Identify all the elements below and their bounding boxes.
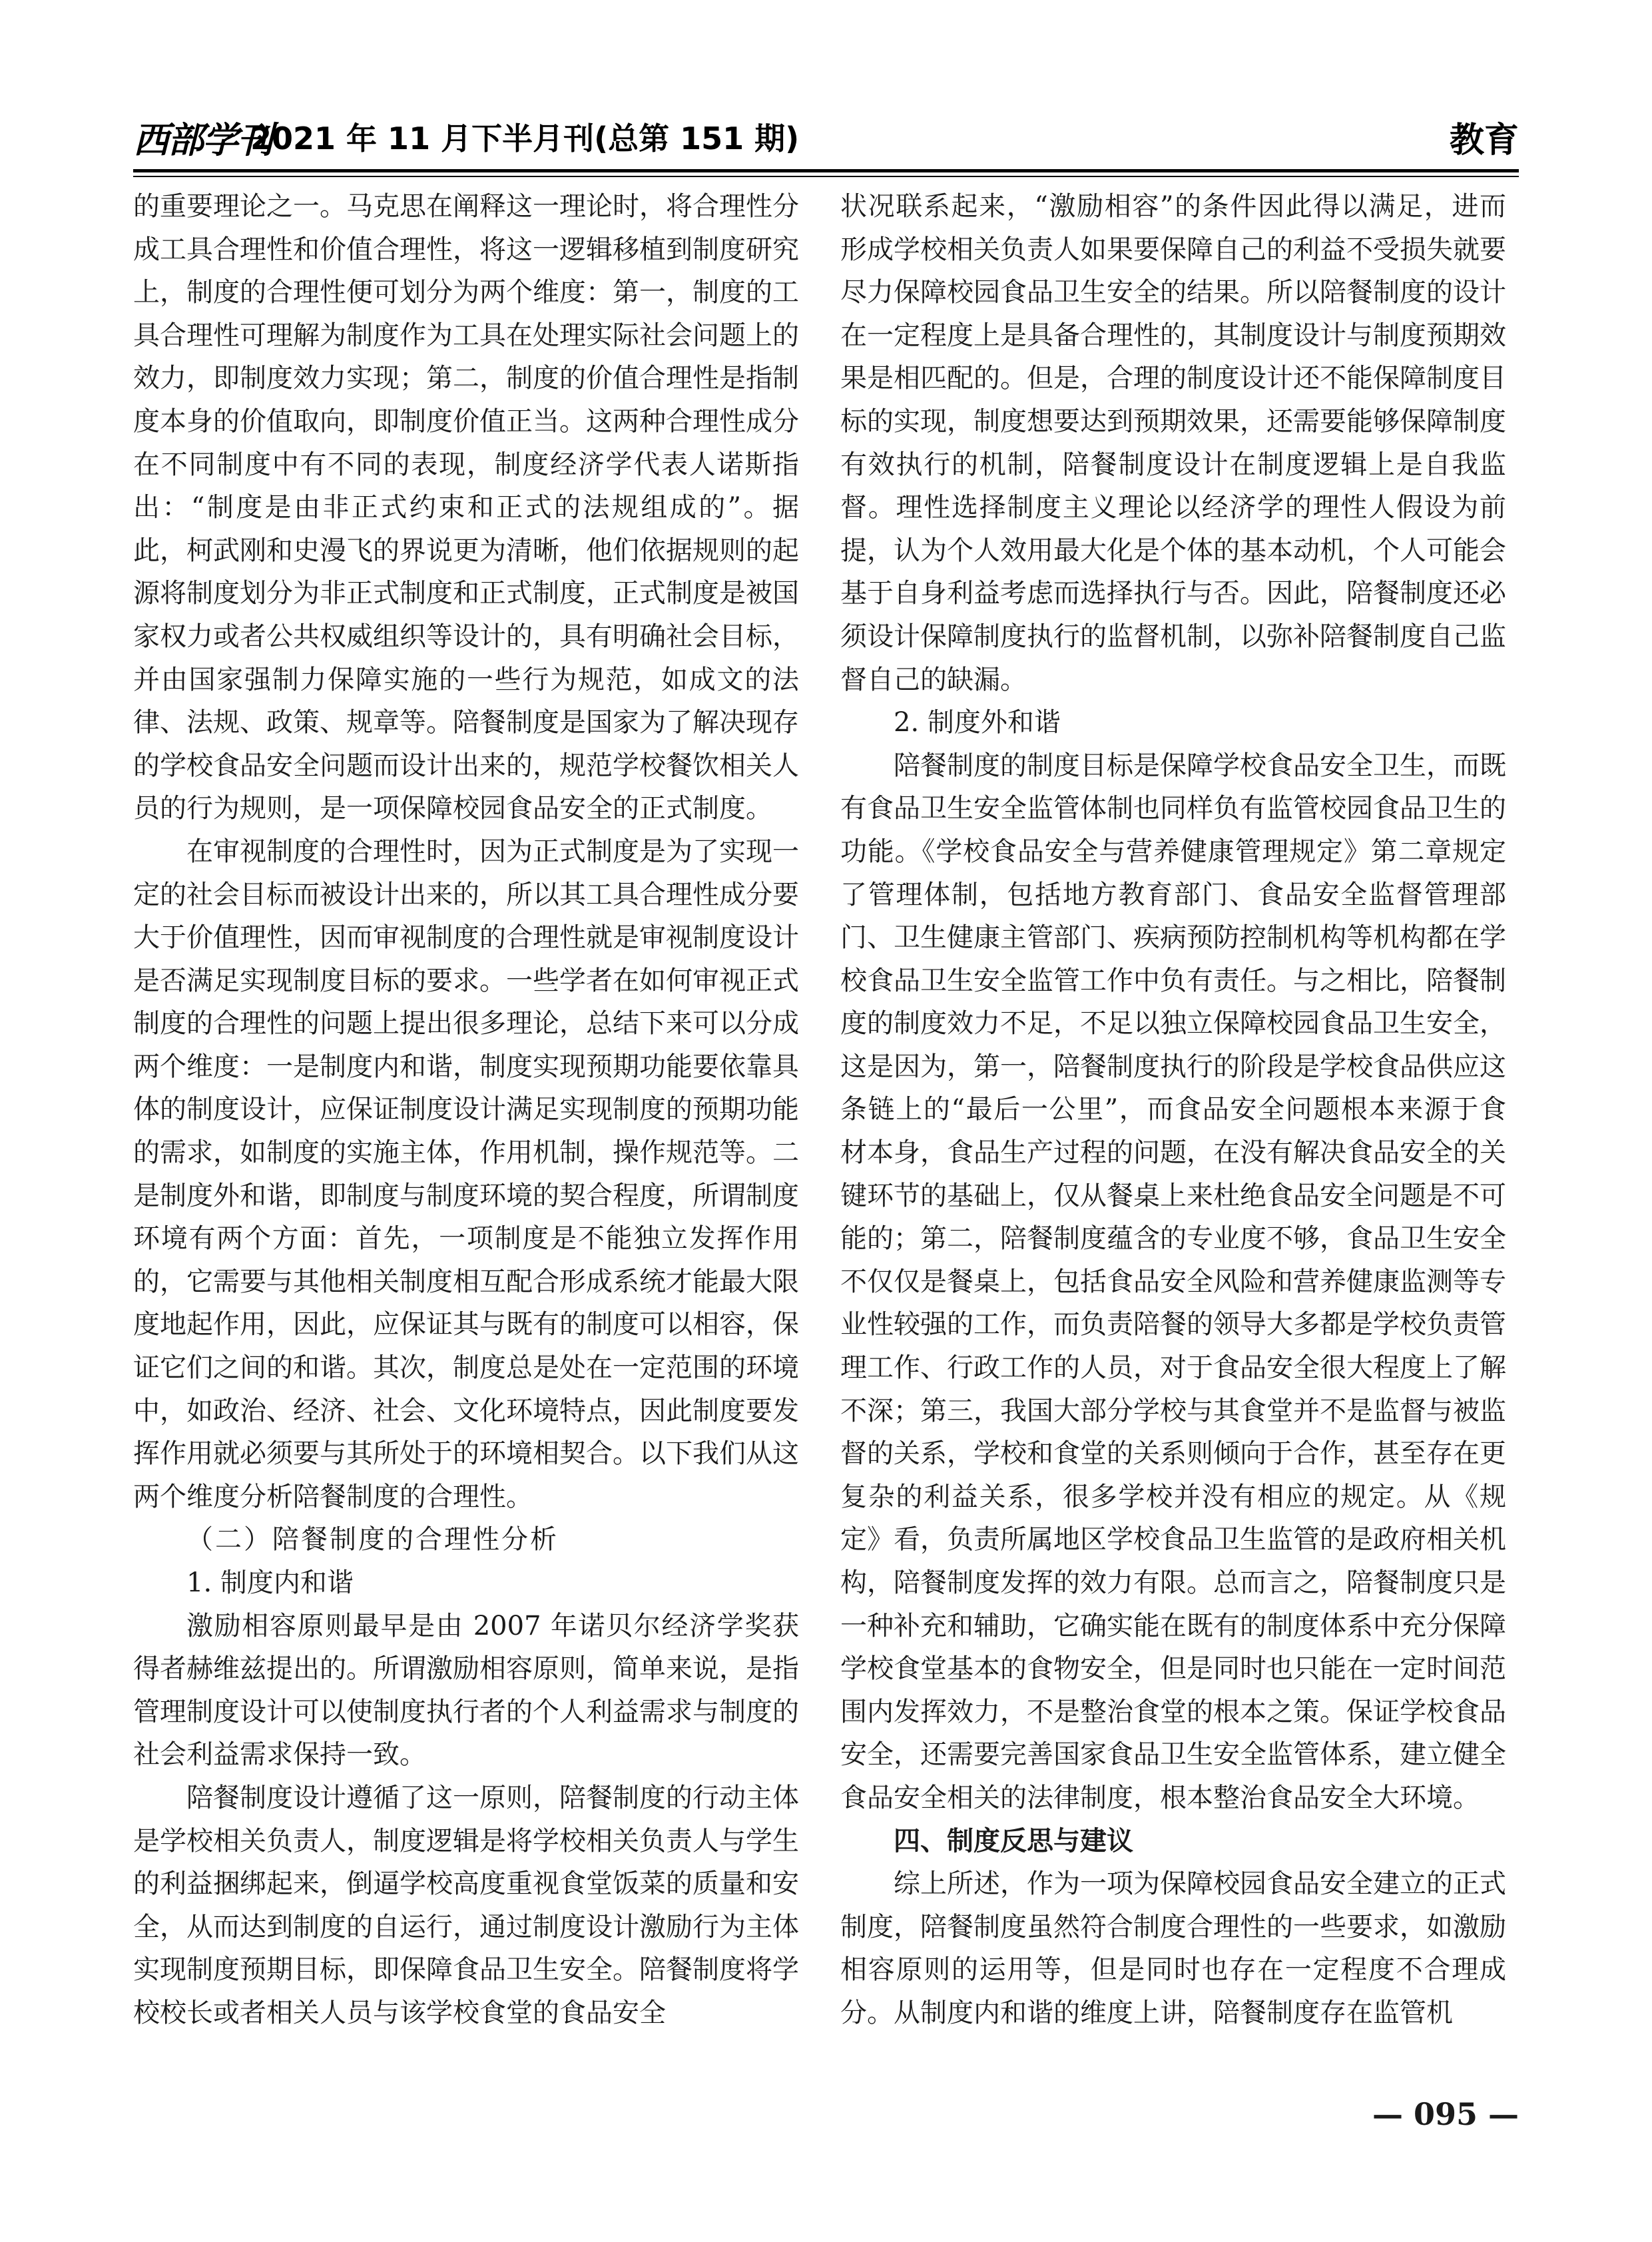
left-column (133, 185, 799, 2035)
section-heading: 1. 制度内和谐 (186, 1567, 354, 1598)
issue-label: 2021 年 11 月下半月刊(总第 151 期) (250, 121, 800, 156)
right-column (840, 185, 1506, 2035)
header-rule-thin (133, 176, 1519, 177)
section-heading: 四、制度反思与建议 (894, 1825, 1133, 1856)
body-paragraph: 陪餐制度设计遵循了这一原则，陪餐制度的行动主体是学校相关负责人，制度逻辑是将学校相关负责人与学生的利益捆绑起来，倒逼学校高度重视食堂饭菜的质量和安全，从而达到制度的自运行，通过制度设计激励行为主体实现制度预期目标，即保障食品卫生安全。陪餐制度将学校校长或者相关人员与该学校食堂的食品安全 (133, 1782, 799, 2028)
header-rule (133, 169, 1519, 172)
section-label: 教育 (1449, 121, 1519, 160)
body-paragraph: 状况联系起来，“激励相容”的条件因此得以满足，进而形成学校相关负责人如果要保障自己的利益不受损失就要尽力保障校园食品卫生安全的结果。所以陪餐制度的设计在一定程度上是具备合理性的，其制度设计与制度预期效果是相匹配的。但是，合理的制度设计还不能保障制度目标的实现，制度想要达到预期效果，还需要能够保障制度有效执行的机制，陪餐制度设计在制度逻辑上是自我监督。理性选择制度主义理论以经济学的理性人假设为前提，认为个人效用最大化是个体的基本动机，个人可能会基于自身利益考虑而选择执行与否。因此，陪餐制度还必须设计保障制度执行的监督机制，以弥补陪餐制度自己监督自己的缺漏。 (840, 191, 1506, 695)
body-paragraph: 在审视制度的合理性时，因为正式制度是为了实现一定的社会目标而被设计出来的，所以其工具合理性成分要大于价值理性，因而审视制度的合理性就是审视制度设计是否满足实现制度目标的要求。一些学者在如何审视正式制度的合理性的问题上提出很多理论，总结下来可以分成两个维度：一是制度内和谐，制度实现预期功能要依靠具体的制度设计，应保证制度设计满足实现制度的预期功能的需求，如制度的实施主体，作用机制，操作规范等。二是制度外和谐，即制度与制度环境的契合程度，所谓制度环境有两个方面：首先，一项制度是不能独立发挥作用的，它需要与其他相关制度相互配合形成系统才能最大限度地起作用，因此，应保证其与既有的制度可以相容，保证它们之间的和谐。其次，制度总是处在一定范围的环境中，如政治、经济、社会、文化环境特点，因此制度要发挥作用就必须要与其所处于的环境相契合。以下我们从这两个维度分析陪餐制度的合理性。 (133, 836, 799, 1512)
running-header (133, 107, 1519, 160)
body-paragraph: 激励相容原则最早是由 2007 年诺贝尔经济学奖获得者赫维兹提出的。所谓激励相容原则，简单来说，是指管理制度设计可以使制度执行者的个人利益需求与制度的社会利益需求保持一致。 (133, 1610, 799, 1771)
section-heading: 2. 制度外和谐 (894, 707, 1061, 738)
journal-logo: 西部学刊 (133, 119, 272, 161)
body-paragraph: 综上所述，作为一项为保障校园食品安全建立的正式制度，陪餐制度虽然符合制度合理性的一些要求，如激励相容原则的运用等，但是同时也存在一定程度不合理成分。从制度内和谐的维度上讲，陪餐制度存在监管机 (840, 1868, 1506, 2028)
body-paragraph: 的重要理论之一。马克思在阐释这一理论时，将合理性分成工具合理性和价值合理性，将这一逻辑移植到制度研究上，制度的合理性便可划分为两个维度：第一，制度的工具合理性可理解为制度作为工具在处理实际社会问题上的效力，即制度效力实现；第二，制度的价值合理性是指制度本身的价值取向，即制度价值正当。这两种合理性成分在不同制度中有不同的表现，制度经济学代表人诺斯指出：“制度是由非正式约束和正式的法规组成的”。据此，柯武刚和史漫飞的界说更为清晰，他们依据规则的起源将制度划分为非正式制度和正式制度，正式制度是被国家权力或者公共权威组织等设计的，具有明确社会目标，并由国家强制力保障实施的一些行为规范，如成文的法律、法规、政策、规章等。陪餐制度是国家为了解决现存的学校食品安全问题而设计出来的，规范学校餐饮相关人员的行为规则，是一项保障校园食品安全的正式制度。 (133, 191, 799, 824)
section-heading: （二）陪餐制度的合理性分析 (186, 1524, 559, 1555)
page-number: — 095 — (1372, 2096, 1519, 2132)
body-paragraph: 陪餐制度的制度目标是保障学校食品安全卫生，而既有食品卫生安全监管体制也同样负有监管校园食品卫生的功能。《学校食品安全与营养健康管理规定》第二章规定了管理体制，包括地方教育部门、食品安全监督管理部门、卫生健康主管部门、疾病预防控制机构等机构都在学校食品卫生安全监管工作中负有责任。与之相比，陪餐制度的制度效力不足，不足以独立保障校园食品卫生安全，这是因为，第一，陪餐制度执行的阶段是学校食品供应这条链上的“最后一公里”，而食品安全问题根本来源于食材本身，食品生产过程的问题，在没有解决食品安全的关键环节的基础上，仅从餐桌上来杜绝食品安全问题是不可能的；第二，陪餐制度蕴含的专业度不够，食品卫生安全不仅仅是餐桌上，包括食品安全风险和营养健康监测等专业性较强的工作，而负责陪餐的领导大多都是学校负责管理工作、行政工作的人员，对于食品安全很大程度上了解不深；第三，我国大部分学校与其食堂并不是监督与被监督的关系，学校和食堂的关系则倾向于合作，甚至存在更复杂的利益关系，很多学校并没有相应的规定。从《规定》看，负责所属地区学校食品卫生监管的是政府相关机构，陪餐制度发挥的效力有限。总而言之，陪餐制度只是一种补充和辅助，它确实能在既有的制度体系中充分保障学校食堂基本的食物安全，但是同时也只能在一定时间范围内发挥效力，不是整治食堂的根本之策。保证学校食品安全，还需要完善国家食品卫生安全监管体系，建立健全食品安全相关的法律制度，根本整治食品安全大环境。 (840, 750, 1506, 1813)
